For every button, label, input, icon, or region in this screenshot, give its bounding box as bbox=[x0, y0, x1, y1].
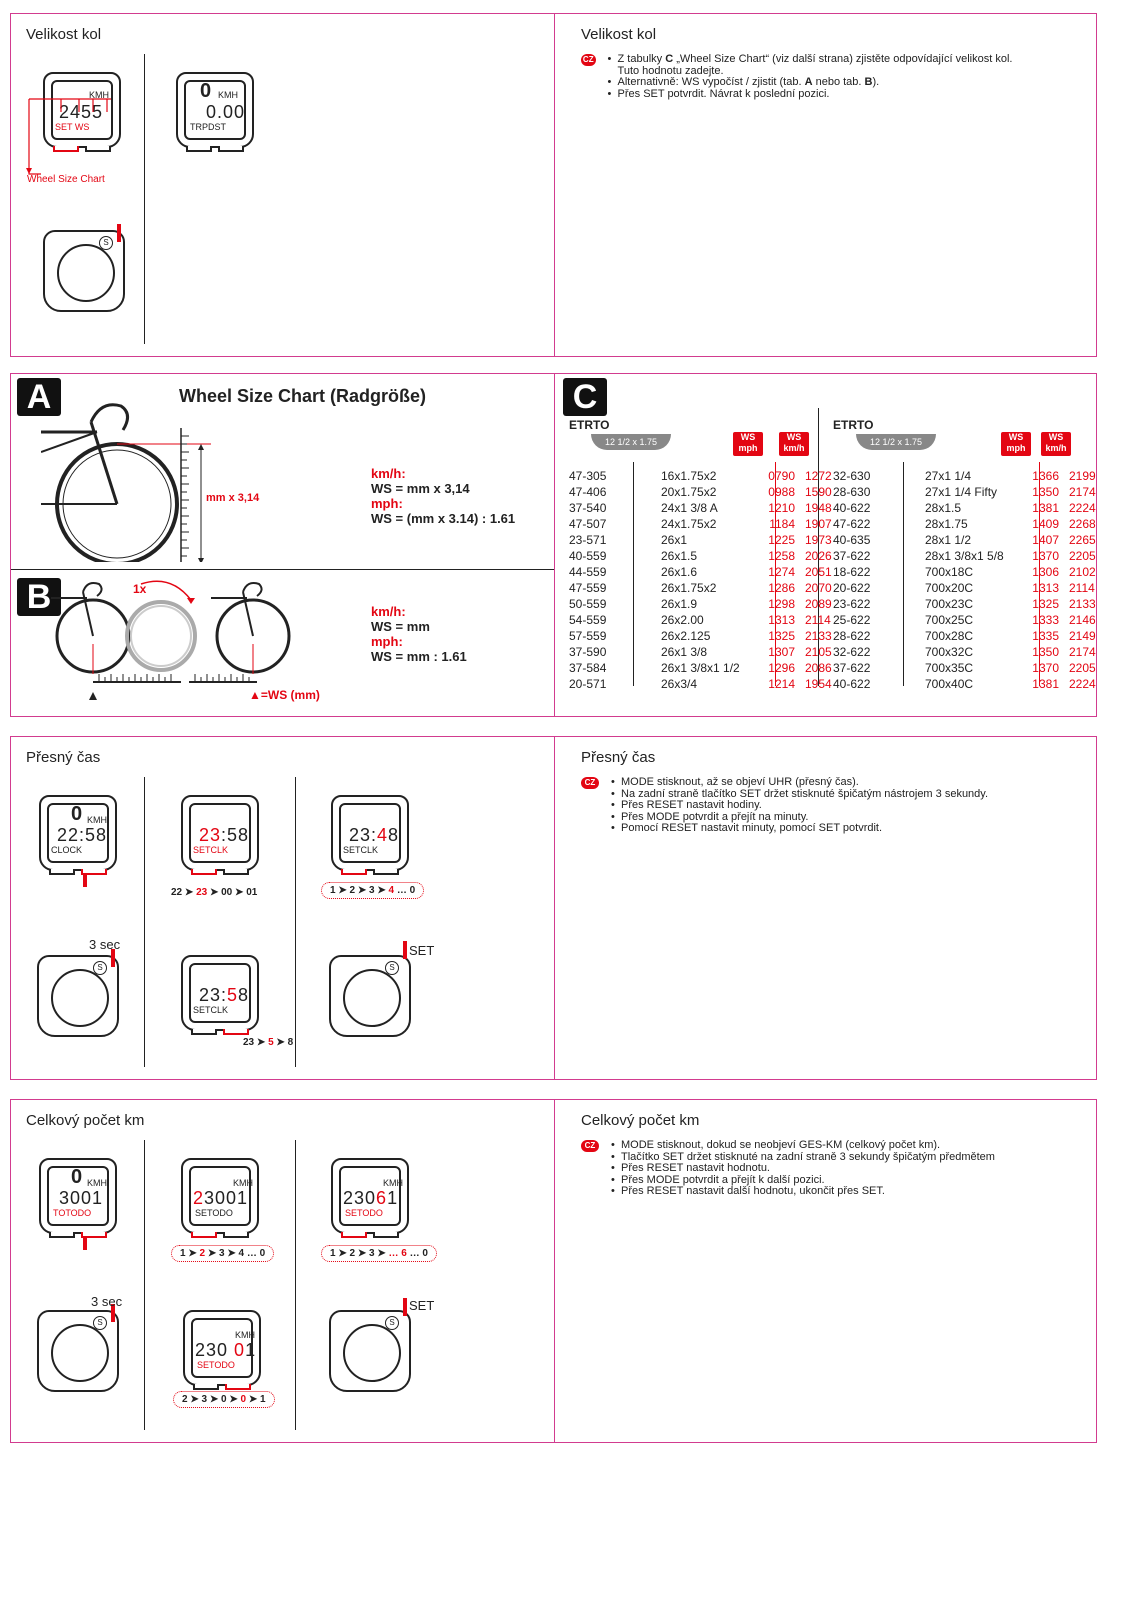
mode-button[interactable] bbox=[191, 1232, 217, 1238]
table-row bbox=[833, 484, 1109, 500]
table-row bbox=[569, 612, 845, 628]
tire-size-cell: 28x1 1/2 bbox=[925, 533, 972, 547]
ws-kmh-cell: 1272 bbox=[805, 469, 832, 483]
device-display-clock bbox=[39, 795, 117, 871]
unit-label: KMH bbox=[87, 815, 107, 825]
table-row bbox=[833, 564, 1109, 580]
ws-mph-cell: 1306 bbox=[1032, 565, 1059, 579]
section-b-label: B bbox=[17, 578, 61, 616]
battery-cover bbox=[57, 244, 115, 302]
ws-mph-cell: 1370 bbox=[1032, 549, 1059, 563]
ws-mph-cell: 1313 bbox=[768, 613, 795, 627]
set-button[interactable] bbox=[223, 1232, 249, 1238]
etrto-cell: 37-540 bbox=[569, 501, 607, 515]
instruction-item: • Přes RESET nastavit hodnotu. bbox=[607, 1163, 995, 1175]
set-button[interactable] bbox=[218, 146, 244, 152]
set-button[interactable] bbox=[223, 1029, 249, 1035]
tire-size-cell: 26x2.00 bbox=[661, 613, 704, 627]
formula-a-mph: mph: bbox=[371, 496, 403, 511]
table-row bbox=[833, 500, 1109, 516]
clock-title-right: Přesný čas bbox=[581, 749, 656, 766]
etrto-cell: 37-622 bbox=[833, 549, 871, 563]
clock-instructions bbox=[581, 777, 1061, 835]
clock-panel bbox=[10, 736, 1097, 1080]
set-button[interactable] bbox=[373, 1232, 399, 1238]
table-row bbox=[569, 564, 845, 580]
ws-kmh-cell: 2174 bbox=[1069, 485, 1096, 499]
wheel-size-instructions bbox=[581, 54, 1021, 100]
unit-label: KMH bbox=[235, 1330, 255, 1340]
ws-mph-cell: 1286 bbox=[768, 581, 795, 595]
device-back-view-set bbox=[329, 1310, 411, 1392]
ws-kmh-cell: 2265 bbox=[1069, 533, 1096, 547]
clock-value: 23:48 bbox=[349, 825, 400, 845]
device-display-setclk-final bbox=[181, 955, 259, 1031]
rotation-label: 1x bbox=[133, 582, 147, 596]
formula-b bbox=[371, 604, 467, 664]
ws-mph-cell: 1350 bbox=[1032, 485, 1059, 499]
odo-title-left: Celkový počet km bbox=[26, 1112, 145, 1129]
etrto-cell: 54-559 bbox=[569, 613, 607, 627]
ws-mph-cell: 1350 bbox=[1032, 645, 1059, 659]
tire-size-cell: 20x1.75x2 bbox=[661, 485, 717, 499]
etrto-cell: 28-622 bbox=[833, 629, 871, 643]
etrto-cell: 40-622 bbox=[833, 501, 871, 515]
clock-value bbox=[199, 825, 249, 846]
etrto-cell: 25-622 bbox=[833, 613, 871, 627]
ws-kmh-cell: 1973 bbox=[805, 533, 832, 547]
ws-kmh-cell: 2146 bbox=[1069, 613, 1096, 627]
table-row bbox=[833, 580, 1109, 596]
etrto-cell: 44-559 bbox=[569, 565, 607, 579]
wheel-size-chart-link[interactable]: Wheel Size Chart bbox=[27, 174, 105, 185]
instruction-item: • Na zadní straně tlačítko SET držet stisknuté špičatým nástrojem 3 sekundy. bbox=[607, 789, 988, 801]
ws-kmh-cell: 2205 bbox=[1069, 549, 1096, 563]
tire-size-cell: 700x35C bbox=[925, 661, 974, 675]
ws-kmh-cell: 2086 bbox=[805, 661, 832, 675]
etrto-header-right: ETRTO bbox=[833, 418, 874, 432]
device-back-view-set bbox=[329, 955, 411, 1037]
set-button-back[interactable]: S bbox=[93, 961, 107, 975]
etrto-cell: 47-507 bbox=[569, 517, 607, 531]
wheel-size-table-right bbox=[833, 468, 1109, 692]
etrto-cell: 40-622 bbox=[833, 677, 871, 691]
ws-kmh-cell: 2205 bbox=[1069, 661, 1096, 675]
odo-instructions bbox=[581, 1140, 1061, 1198]
instruction-item: • Přes RESET nastavit další hodnotu, ukončit přes SET. bbox=[607, 1186, 995, 1198]
press-arrow-icon bbox=[83, 873, 87, 887]
ws-kmh-cell: 2026 bbox=[805, 549, 832, 563]
tire-size-cell: 26x1 bbox=[661, 533, 688, 547]
ws-mph-cell: 1225 bbox=[768, 533, 795, 547]
panel-divider bbox=[554, 1100, 555, 1442]
tire-profile-right bbox=[856, 434, 936, 450]
table-row bbox=[569, 500, 845, 516]
lang-badge: CZ bbox=[581, 777, 599, 789]
set-label: SET bbox=[409, 1298, 435, 1313]
etrto-cell: 20-571 bbox=[569, 677, 607, 691]
column-divider bbox=[295, 777, 296, 1067]
table-row bbox=[833, 548, 1109, 564]
trip-value: 0.00 bbox=[206, 102, 246, 122]
ws-kmh-cell: 2114 bbox=[1069, 581, 1095, 595]
tire-label: 12 1/2 x 1.75 bbox=[604, 437, 658, 447]
speed-value: 0 bbox=[71, 1166, 83, 1188]
mode-label: SETCLK bbox=[193, 845, 229, 855]
panel-divider bbox=[554, 14, 555, 356]
instruction-item: • Přes MODE potvrdit a přejít na minuty. bbox=[607, 812, 988, 824]
ws-mph-cell: 1307 bbox=[768, 645, 795, 659]
header-ws-mph-left: WS mph bbox=[733, 432, 763, 456]
tire-size-cell: 26x1.9 bbox=[661, 597, 698, 611]
etrto-cell: 37-590 bbox=[569, 645, 607, 659]
ws-kmh-cell: 2133 bbox=[805, 629, 832, 643]
mode-label: SETODO bbox=[197, 1360, 235, 1370]
table-row bbox=[569, 548, 845, 564]
instruction-item: • Přes RESET nastavit hodiny. bbox=[607, 800, 988, 812]
etrto-cell: 40-559 bbox=[569, 549, 607, 563]
ws-mph-cell: 1381 bbox=[1032, 501, 1059, 515]
etrto-cell: 28-630 bbox=[833, 485, 871, 499]
odo-value: 230 01 bbox=[195, 1340, 257, 1360]
table-row bbox=[569, 676, 845, 692]
ws-mph-cell: 1381 bbox=[1032, 677, 1059, 691]
digit-sequence-1: 1 ➤ 2 ➤ 3 ➤ 4 … 0 bbox=[171, 1248, 274, 1259]
tire-size-cell: 700x20C bbox=[925, 581, 974, 595]
header-ws-kmh-left: WS km/h bbox=[779, 432, 809, 456]
mode-label: TOTODO bbox=[53, 1208, 92, 1218]
hours-value: 23 bbox=[199, 825, 222, 845]
table-row bbox=[833, 628, 1109, 644]
clock-value: 22:58 bbox=[57, 825, 108, 845]
wheel-size-chart-panel bbox=[10, 373, 1097, 717]
mode-button[interactable] bbox=[341, 1232, 367, 1238]
table-row bbox=[833, 660, 1109, 676]
ws-kmh-cell: 1907 bbox=[805, 517, 832, 531]
ws-kmh-cell: 2149 bbox=[1069, 629, 1096, 643]
tire-size-cell: 27x1 1/4 Fifty bbox=[925, 485, 998, 499]
odo-title-right: Celkový počet km bbox=[581, 1112, 700, 1129]
etrto-cell: 18-622 bbox=[833, 565, 871, 579]
clock-value: 23:58 bbox=[199, 985, 250, 1005]
set-button[interactable] bbox=[373, 869, 399, 875]
set-button-back[interactable]: S bbox=[385, 961, 399, 975]
tire-profile-left bbox=[591, 434, 671, 450]
odometer-panel bbox=[10, 1099, 1097, 1443]
etrto-cell: 23-622 bbox=[833, 597, 871, 611]
device-back-view bbox=[37, 955, 119, 1037]
table-row bbox=[569, 580, 845, 596]
tire-size-cell: 16x1.75x2 bbox=[661, 469, 717, 483]
ws-mph-cell: 1407 bbox=[1032, 533, 1059, 547]
chart-title: Wheel Size Chart (Radgröße) bbox=[179, 386, 427, 406]
table-row bbox=[569, 484, 845, 500]
instruction-item: • MODE stisknout, dokud se neobjeví GES-KM (celkový počet km). bbox=[607, 1140, 995, 1152]
hours-sequence: 22 ➤ 23 ➤ 00 ➤ 01 bbox=[171, 887, 258, 898]
instruction-item: • Pomocí RESET nastavit minuty, pomocí SET potvrdit. bbox=[607, 823, 988, 835]
minutes-final-sequence: 23 ➤ 5 ➤ 8 bbox=[243, 1037, 294, 1048]
ws-mph-cell: 0790 bbox=[768, 469, 795, 483]
tire-size-cell: 700x28C bbox=[925, 629, 974, 643]
formula-a bbox=[371, 466, 515, 526]
ws-mph-cell: 1184 bbox=[769, 517, 795, 531]
ws-kmh-cell: 2070 bbox=[805, 581, 832, 595]
column-divider bbox=[295, 1140, 296, 1430]
formula-a-ws-mph: WS = (mm x 3.14) : 1.61 bbox=[371, 511, 516, 526]
device-back-view bbox=[43, 230, 125, 312]
instruction-item: • Tlačítko SET držet stisknuté na zadní straně 3 sekundy špičatým předmětem bbox=[607, 1152, 995, 1164]
hold-duration-label: 3 sec bbox=[89, 937, 121, 952]
mm-label: mm x 3,14 bbox=[206, 492, 260, 504]
mode-button[interactable] bbox=[186, 146, 212, 152]
device-display-setodo-final bbox=[183, 1310, 261, 1386]
ws-value: 2455 bbox=[59, 102, 104, 122]
battery-cover bbox=[343, 1324, 401, 1382]
section-c-label: C bbox=[563, 378, 607, 416]
unit-label: KMH bbox=[383, 1178, 403, 1188]
bike-diagram-a bbox=[41, 392, 241, 562]
wheel-size-panel bbox=[10, 13, 1097, 357]
device-display-trpdst bbox=[176, 72, 254, 148]
ws-mph-cell: 1296 bbox=[768, 661, 795, 675]
table-row bbox=[833, 612, 1109, 628]
table-row bbox=[569, 468, 845, 484]
bike-diagram-b bbox=[51, 574, 341, 704]
device-display-setodo-1 bbox=[181, 1158, 259, 1234]
ws-kmh-cell: 2105 bbox=[805, 645, 832, 659]
set-button-back[interactable]: S bbox=[385, 1316, 399, 1330]
header-ws-mph-right: WS mph bbox=[1001, 432, 1031, 456]
mode-button[interactable] bbox=[191, 1029, 217, 1035]
ws-kmh-cell: 2199 bbox=[1069, 469, 1096, 483]
press-pin-icon bbox=[403, 941, 407, 959]
ws-kmh-cell: 2114 bbox=[805, 613, 831, 627]
tire-size-cell: 700x18C bbox=[925, 565, 974, 579]
ws-mph-cell: 1409 bbox=[1032, 517, 1059, 531]
tire-size-cell: 26x2.125 bbox=[661, 629, 711, 643]
etrto-cell: 32-630 bbox=[833, 469, 871, 483]
set-button-back[interactable]: S bbox=[99, 236, 113, 250]
ws-mph-cell: 1258 bbox=[768, 549, 795, 563]
minutes-value: :58 bbox=[221, 825, 250, 845]
tire-size-cell: 24x1.75x2 bbox=[661, 517, 717, 531]
tire-size-cell: 28x1.5 bbox=[925, 501, 962, 515]
device-display-setclk-hours bbox=[181, 795, 259, 871]
ws-mph-cell: 1274 bbox=[768, 565, 795, 579]
table-row bbox=[833, 516, 1109, 532]
speed-value: 0 bbox=[200, 80, 212, 102]
ws-mph-cell: 1366 bbox=[1032, 469, 1059, 483]
ws-kmh-cell: 1948 bbox=[805, 501, 832, 515]
etrto-cell: 37-622 bbox=[833, 661, 871, 675]
set-button-back[interactable]: S bbox=[93, 1316, 107, 1330]
header-ws-kmh-right: WS km/h bbox=[1041, 432, 1071, 456]
table-row bbox=[569, 644, 845, 660]
ws-mm-label: ▲=WS (mm) bbox=[249, 688, 320, 702]
table-row bbox=[833, 596, 1109, 612]
table-row bbox=[833, 468, 1109, 484]
mode-button[interactable] bbox=[341, 869, 367, 875]
odo-value: 23061 bbox=[343, 1188, 399, 1208]
ws-kmh-cell: 2089 bbox=[805, 597, 832, 611]
etrto-cell: 50-559 bbox=[569, 597, 607, 611]
clock-title-left: Přesný čas bbox=[26, 749, 101, 766]
tire-label: 12 1/2 x 1.75 bbox=[869, 437, 923, 447]
tire-size-cell: 700x32C bbox=[925, 645, 974, 659]
tire-size-cell: 26x1 3/8 bbox=[661, 645, 708, 659]
mode-label: SETCLK bbox=[343, 845, 379, 855]
etrto-cell: 57-559 bbox=[569, 629, 607, 643]
odo-value: 3001 bbox=[59, 1188, 104, 1208]
tire-size-cell: 27x1 1/4 bbox=[925, 469, 972, 483]
table-row bbox=[569, 596, 845, 612]
panel-divider bbox=[554, 737, 555, 1079]
etrto-header-left: ETRTO bbox=[569, 418, 610, 432]
unit-label: KMH bbox=[89, 90, 109, 100]
ws-mph-cell: 1214 bbox=[768, 677, 795, 691]
ab-divider bbox=[11, 569, 554, 570]
etrto-cell: 20-622 bbox=[833, 581, 871, 595]
mode-button[interactable] bbox=[191, 869, 217, 875]
instruction-item: • Přes MODE potvrdit a přejít k další pozici. bbox=[607, 1175, 995, 1187]
etrto-cell: 47-305 bbox=[569, 469, 607, 483]
table-row bbox=[569, 628, 845, 644]
tire-size-cell: 26x1 3/8x1 1/2 bbox=[661, 661, 740, 675]
lang-badge: CZ bbox=[582, 55, 594, 64]
press-pin-icon bbox=[117, 224, 121, 242]
unit-label: KMH bbox=[233, 1178, 253, 1188]
set-button[interactable] bbox=[225, 1384, 251, 1390]
formula-a-ws-kmh: WS = mm x 3,14 bbox=[371, 481, 470, 496]
etrto-cell: 23-571 bbox=[569, 533, 607, 547]
formula-b-ws-kmh: WS = mm bbox=[371, 619, 430, 634]
mode-button[interactable] bbox=[193, 1384, 219, 1390]
table-row bbox=[569, 532, 845, 548]
mode-label: SETODO bbox=[345, 1208, 383, 1218]
ws-kmh-cell: 2133 bbox=[1069, 597, 1096, 611]
table-row bbox=[569, 516, 845, 532]
digit-sequence-final: 2 ➤ 3 ➤ 0 ➤ 0 ➤ 1 bbox=[173, 1394, 275, 1405]
formula-b-mph: mph: bbox=[371, 634, 403, 649]
ws-kmh-cell: 2102 bbox=[1069, 565, 1096, 579]
table-row bbox=[569, 660, 845, 676]
red-arrows bbox=[21, 94, 131, 184]
ws-mph-cell: 1325 bbox=[1032, 597, 1059, 611]
etrto-cell: 47-559 bbox=[569, 581, 607, 595]
set-button[interactable] bbox=[223, 869, 249, 875]
ws-mph-cell: 1298 bbox=[768, 597, 795, 611]
section-a-label: A bbox=[17, 378, 61, 416]
mode-label: SET WS bbox=[55, 122, 90, 132]
mode-button[interactable] bbox=[49, 869, 75, 875]
wheel-size-title-right: Velikost kol bbox=[581, 26, 657, 43]
etrto-cell: 47-406 bbox=[569, 485, 607, 499]
tire-size-cell: 28x1 3/8x1 5/8 bbox=[925, 549, 1004, 563]
ws-kmh-cell: 2174 bbox=[1069, 645, 1096, 659]
column-divider bbox=[144, 777, 145, 1067]
etrto-cell: 37-584 bbox=[569, 661, 607, 675]
press-arrow-icon bbox=[83, 1236, 87, 1250]
ws-mph-cell: 1370 bbox=[1032, 661, 1059, 675]
battery-cover bbox=[343, 969, 401, 1027]
ws-kmh-cell: 2268 bbox=[1069, 517, 1096, 531]
mode-label: TRPDST bbox=[190, 122, 226, 132]
ws-kmh-cell: 2224 bbox=[1069, 501, 1096, 515]
device-display-setclk-minutes bbox=[331, 795, 409, 871]
instruction-item: • MODE stisknout, až se objeví UHR (přesný čas). bbox=[607, 777, 988, 789]
wheel-size-title-left: Velikost kol bbox=[26, 26, 102, 43]
hold-duration-label: 3 sec bbox=[91, 1294, 123, 1309]
odo-value: 23001 bbox=[193, 1188, 249, 1208]
tire-size-cell: 26x1.75x2 bbox=[661, 581, 717, 595]
etrto-cell: 32-622 bbox=[833, 645, 871, 659]
ws-mph-cell: 1313 bbox=[1032, 581, 1059, 595]
table-row bbox=[833, 532, 1109, 548]
wheel-size-table-left bbox=[569, 468, 845, 692]
tire-size-cell: 26x3/4 bbox=[661, 677, 698, 691]
ws-mph-cell: 1210 bbox=[768, 501, 795, 515]
ws-kmh-cell: 1954 bbox=[805, 677, 832, 691]
table-row bbox=[833, 676, 1109, 692]
ws-kmh-cell: 1590 bbox=[805, 485, 832, 499]
mode-label: SETCLK bbox=[193, 1005, 229, 1015]
minutes-sequence: 1 ➤ 2 ➤ 3 ➤ 4 … 0 bbox=[321, 885, 424, 896]
device-back-view bbox=[37, 1310, 119, 1392]
mode-label: CLOCK bbox=[51, 845, 83, 855]
battery-cover bbox=[51, 1324, 109, 1382]
etrto-cell: 47-622 bbox=[833, 517, 871, 531]
instruction-item: • Přes SET potvrdit. Návrat k poslední pozici. bbox=[604, 89, 1021, 101]
tire-size-cell: 28x1.75 bbox=[925, 517, 968, 531]
instruction-item: • Alternativně: WS vypočíst / zjistit (tab. A nebo tab. B). bbox=[604, 77, 1021, 89]
unit-label: KMH bbox=[87, 1178, 107, 1188]
mode-button[interactable] bbox=[49, 1232, 75, 1238]
unit-label: KMH bbox=[218, 90, 238, 100]
battery-cover bbox=[51, 969, 109, 1027]
tire-size-cell: 700x25C bbox=[925, 613, 974, 627]
ws-kmh-cell: 2051 bbox=[805, 565, 832, 579]
column-divider bbox=[144, 1140, 145, 1430]
tire-size-cell: 26x1.5 bbox=[661, 549, 698, 563]
instruction-item: • Z tabulky C „Wheel Size Chart“ (viz další strana) zjistěte odpovídající velikost kol. Tuto hodnotu zadejte. bbox=[604, 54, 1021, 77]
panel-divider bbox=[554, 374, 555, 716]
table-row bbox=[833, 644, 1109, 660]
tire-size-cell: 26x1.6 bbox=[661, 565, 698, 579]
ws-mph-cell: 0988 bbox=[768, 485, 795, 499]
mode-label: SETODO bbox=[195, 1208, 233, 1218]
device-display-totodo bbox=[39, 1158, 117, 1234]
ws-mph-cell: 1333 bbox=[1032, 613, 1059, 627]
tire-size-cell: 24x1 3/8 A bbox=[661, 501, 718, 515]
formula-a-kmh: km/h: bbox=[371, 466, 406, 481]
formula-b-kmh: km/h: bbox=[371, 604, 406, 619]
ws-kmh-cell: 2224 bbox=[1069, 677, 1096, 691]
column-divider bbox=[144, 54, 145, 344]
device-display-setodo-2 bbox=[331, 1158, 409, 1234]
ws-mph-cell: 1325 bbox=[768, 629, 795, 643]
set-label: SET bbox=[409, 943, 435, 958]
digit-sequence-2: 1 ➤ 2 ➤ 3 ➤ … 6 … 0 bbox=[321, 1248, 437, 1259]
etrto-cell: 40-635 bbox=[833, 533, 871, 547]
ws-mph-cell: 1335 bbox=[1032, 629, 1059, 643]
lang-badge: CZ bbox=[581, 1140, 599, 1152]
press-pin-icon bbox=[403, 1298, 407, 1316]
tire-size-cell: 700x23C bbox=[925, 597, 974, 611]
tire-size-cell: 700x40C bbox=[925, 677, 974, 691]
speed-value: 0 bbox=[71, 803, 83, 825]
formula-b-ws-mph: WS = mm : 1.61 bbox=[371, 649, 467, 664]
